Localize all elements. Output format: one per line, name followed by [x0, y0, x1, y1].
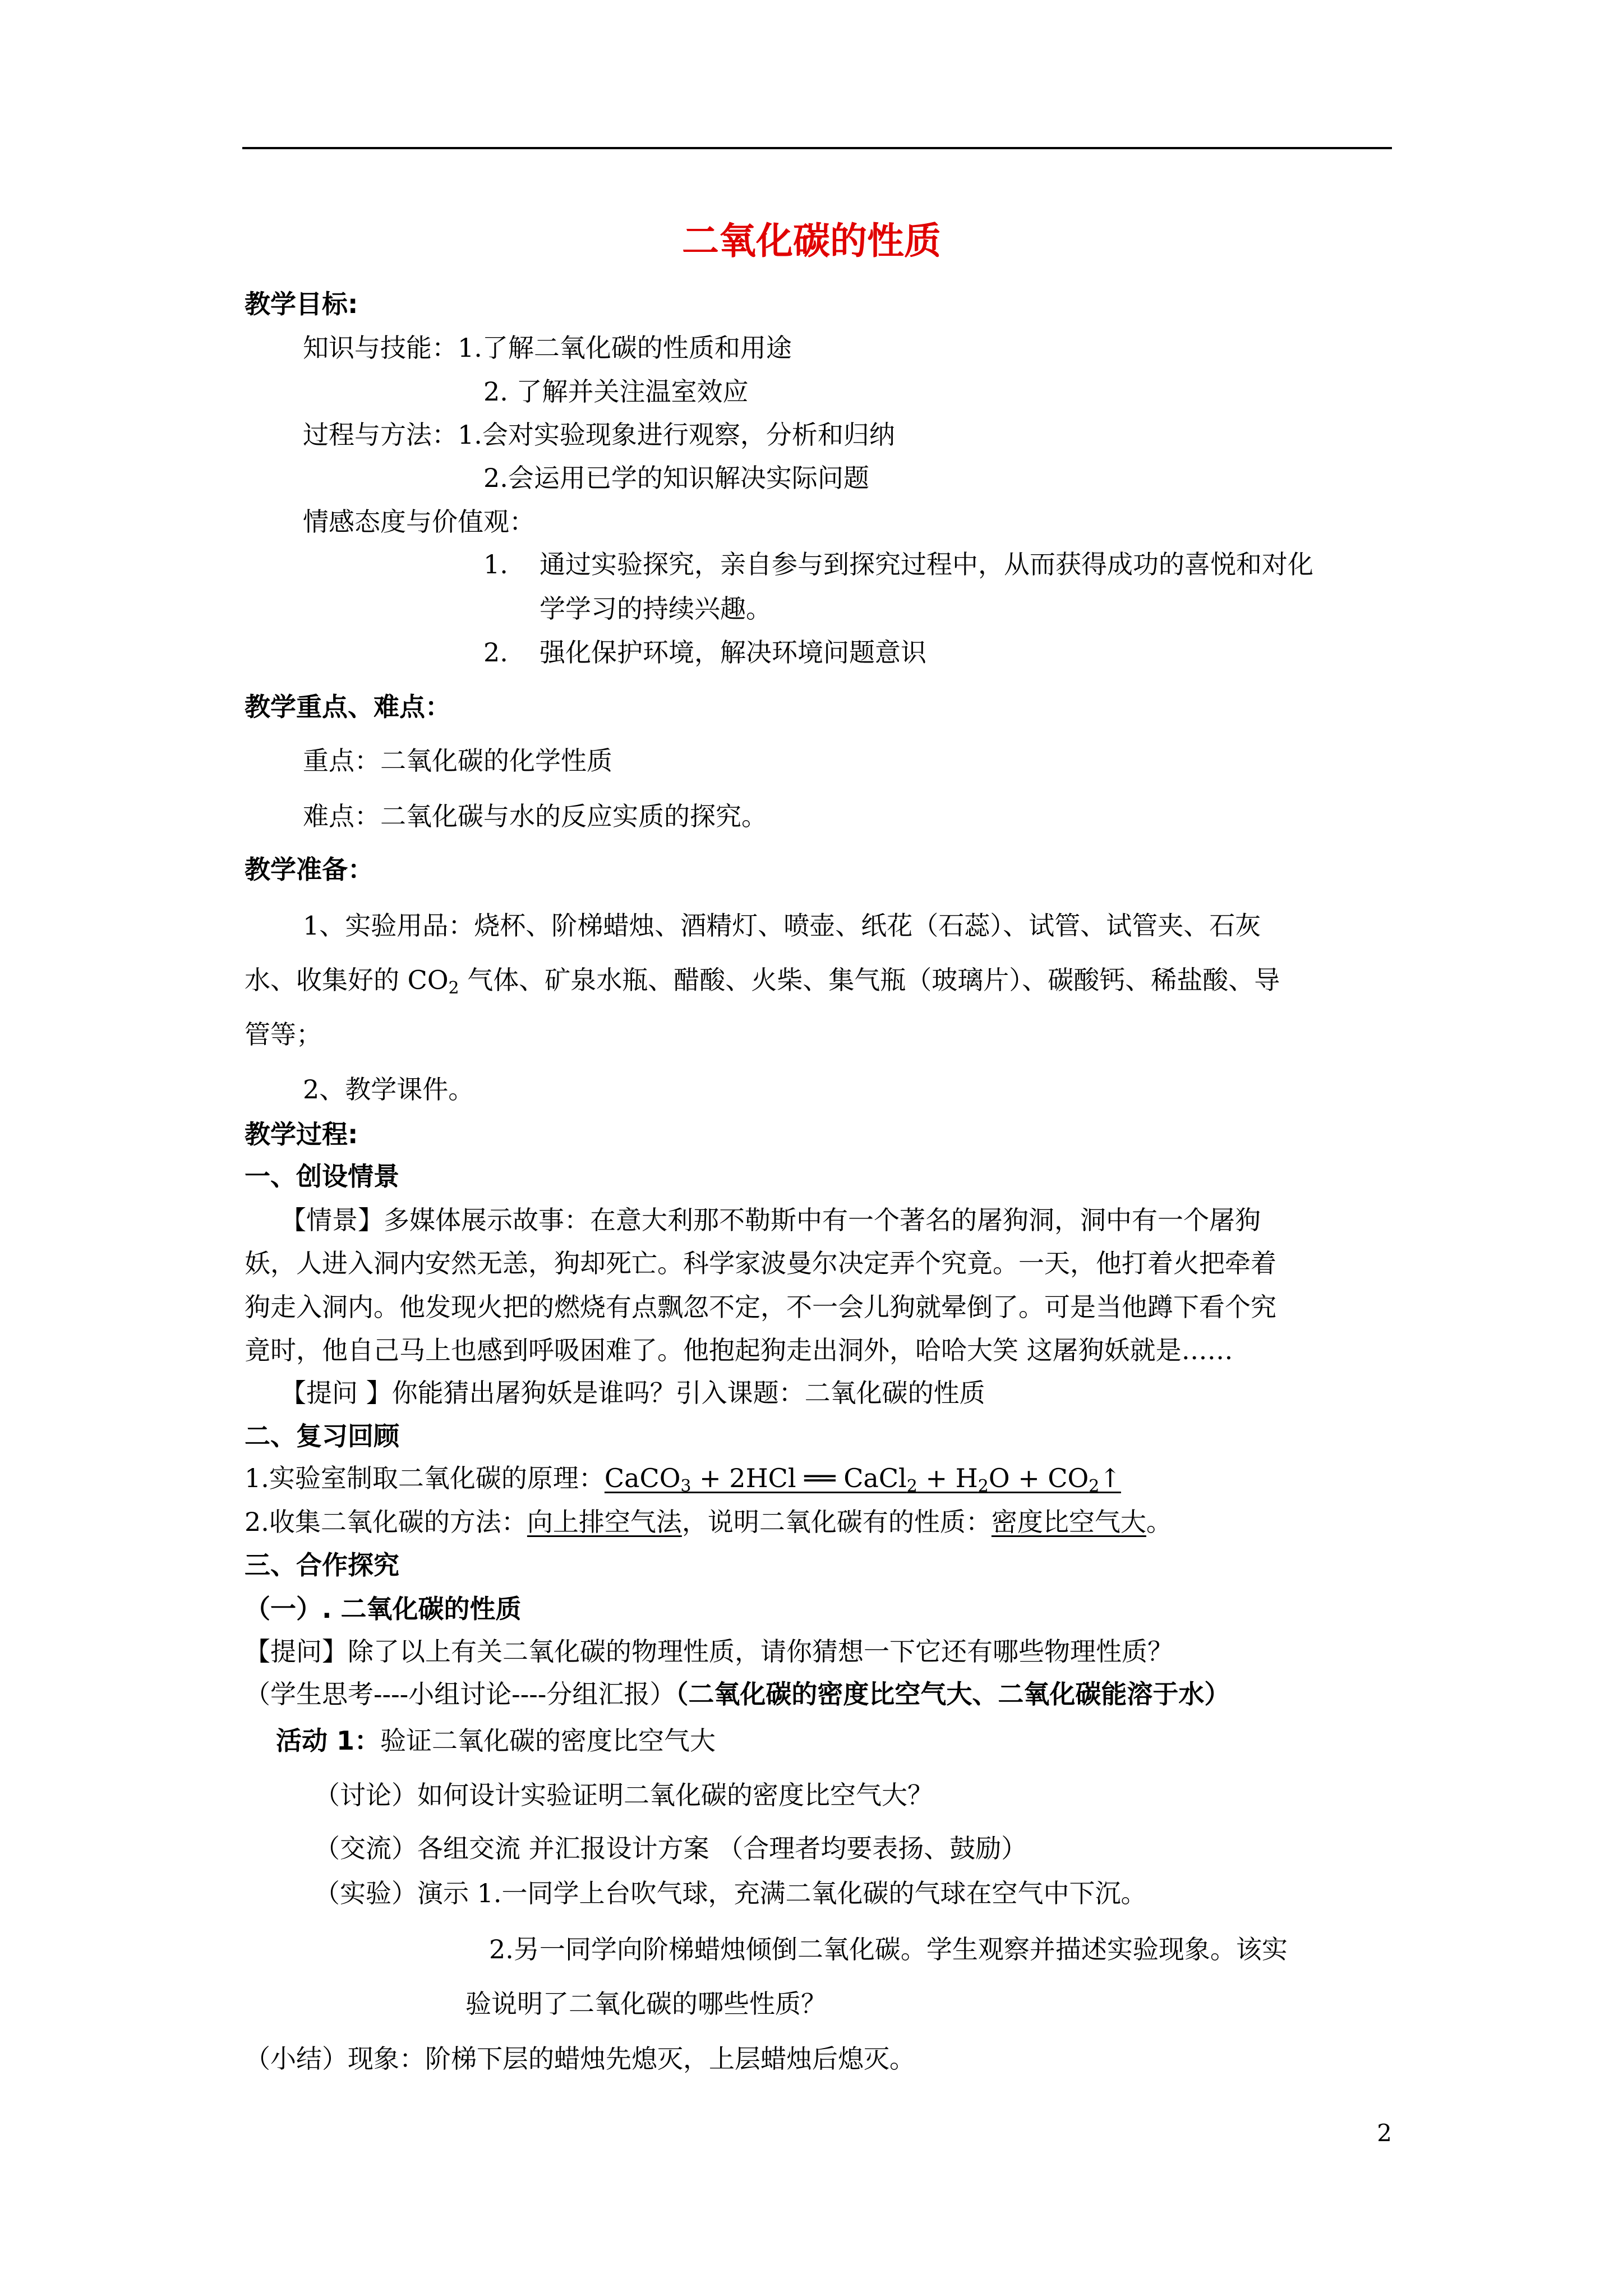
experiment-line-3: 验说明了二氧化碳的哪些性质？	[465, 1989, 827, 2019]
activity-1-label: 活动 1：	[276, 1726, 381, 1756]
emotion-1-text-cont: 学学习的持续兴趣。	[540, 593, 772, 624]
eq-h: + H	[917, 1463, 978, 1493]
objective-process-2: 2.会运用已学的知识解决实际问题	[483, 463, 869, 493]
story-line-3: 狗走入洞内。他发现火把的燃烧有点飘忽不定，不一会儿狗就晕倒了。可是当他蹲下看个究	[245, 1292, 1276, 1322]
eq-hcl-cacl: + 2HCl ══ CaCl	[691, 1463, 907, 1493]
page-title: 二氧化碳的性质	[682, 219, 941, 263]
eq-sub-2a: 2	[906, 1476, 917, 1496]
header-rule	[242, 147, 1392, 149]
think-line-b: （二氧化碳的密度比空气大、二氧化碳能溶于水）	[675, 1679, 1230, 1709]
story-line-2: 妖，人进入洞内安然无恙，狗却死亡。科学家波曼尔决定弄个究竟。一天，他打着火把牵着	[245, 1248, 1276, 1278]
section-2-heading: 二、复习回顾	[245, 1421, 399, 1451]
eq-sub-2b: 2	[978, 1476, 989, 1496]
story-line-1: 【情景】多媒体展示故事：在意大利那不勒斯中有一个著名的屠狗洞，洞中有一个屠狗	[280, 1205, 1261, 1235]
story-line-4: 竟时，他自己马上也感到呼吸困难了。他抱起狗走出洞外，哈哈大笑 这屠狗妖就是……	[245, 1335, 1233, 1365]
emotion-1-text: 通过实验探究，亲自参与到探究过程中，从而获得成功的喜悦和对化	[540, 549, 1313, 579]
page-number: 2	[1377, 2119, 1392, 2147]
activity-1-text: 验证二氧化碳的密度比空气大	[380, 1726, 716, 1756]
emotion-1-number: 1.	[483, 549, 508, 579]
objective-knowledge-2: 2. 了解并关注温室效应	[483, 376, 749, 407]
summary-line: （小结）现象：阶梯下层的蜡烛先熄灭，上层蜡烛后熄灭。	[245, 2044, 915, 2074]
focus-point: 重点：二氧化碳的化学性质	[303, 746, 612, 776]
experiment-line-2: 2.另一同学向阶梯蜡烛倾倒二氧化碳。学生观察并描述实验现象。该实	[489, 1934, 1288, 1964]
section-1-heading: 一、创设情景	[245, 1161, 399, 1191]
preparation-line-3: 管等；	[245, 1019, 322, 1050]
review-2-label: 2.收集二氧化碳的方法：	[245, 1507, 527, 1537]
experiment-line-1: （实验）演示 1.一同学上台吹气球，充满二氧化碳的气球在空气中下沉。	[314, 1878, 1147, 1908]
key-points-heading: 教学重点、难点：	[245, 692, 451, 722]
preparation-line-4: 2、教学课件。	[303, 1074, 474, 1105]
subsection-1-heading: （一）. 二氧化碳的性质	[245, 1594, 522, 1624]
review-2-method: 向上排空气法	[527, 1507, 682, 1537]
review-2-end: 。	[1146, 1507, 1172, 1537]
reaction-equation	[604, 1463, 1121, 1496]
preparation-heading: 教学准备：	[245, 854, 374, 885]
preparation-line-2-b: 气体、矿泉水瓶、醋酸、火柴、集气瓶（玻璃片）、碳酸钙、稀盐酸、导	[459, 965, 1280, 995]
co2-subscript: 2	[448, 978, 459, 998]
preparation-line-1: 1、实验用品：烧杯、阶梯蜡烛、酒精灯、喷壶、纸花（石蕊）、试管、试管夹、石灰	[303, 910, 1261, 941]
question-line: 【提问 】你能猜出屠狗妖是谁吗？引入课题：二氧化碳的性质	[280, 1378, 985, 1408]
emotion-2-text: 强化保护环境，解决环境问题意识	[540, 637, 926, 668]
preparation-line-2-a: 水、收集好的 CO	[245, 965, 449, 995]
process-heading: 教学过程:	[245, 1119, 358, 1149]
section-3-heading: 三、合作探究	[245, 1550, 399, 1580]
objective-knowledge: 知识与技能：1.了解二氧化碳的性质和用途	[303, 333, 792, 363]
ask-line: 【提问】除了以上有关二氧化碳的物理性质，请你猜想一下它还有哪些物理性质？	[245, 1636, 1173, 1667]
review-1-label: 1.实验室制取二氧化碳的原理：	[245, 1463, 605, 1493]
eq-sub-2c: 2	[1089, 1476, 1100, 1496]
discuss-line: （讨论）如何设计实验证明二氧化碳的密度比空气大？	[314, 1780, 933, 1810]
eq-o-co: O + CO	[988, 1463, 1089, 1493]
emotion-2-number: 2.	[483, 637, 508, 668]
review-line-1	[245, 1461, 1121, 1503]
activity-1	[276, 1724, 716, 1757]
review-line-2	[245, 1505, 1172, 1539]
objectives-heading: 教学目标:	[245, 289, 358, 319]
eq-sub-3: 3	[680, 1476, 691, 1496]
review-2-mid: ，说明二氧化碳有的性质：	[681, 1507, 992, 1537]
eq-caco: CaCO	[604, 1463, 681, 1493]
difficulty-point: 难点：二氧化碳与水的反应实质的探究。	[303, 801, 767, 831]
preparation-line-2	[245, 963, 1280, 1005]
objective-process: 过程与方法：1.会对实验现象进行观察，分析和归纳	[303, 420, 895, 450]
objective-emotion: 情感态度与价值观：	[303, 507, 535, 537]
think-line-a: （学生思考----小组讨论----分组汇报）	[245, 1679, 676, 1709]
review-2-property: 密度比空气大	[991, 1507, 1146, 1537]
think-line	[245, 1677, 1230, 1711]
exchange-line: （交流）各组交流 并汇报设计方案 （合理者均要表扬、鼓励）	[314, 1833, 1027, 1864]
gas-arrow-icon: ↑	[1099, 1463, 1121, 1493]
